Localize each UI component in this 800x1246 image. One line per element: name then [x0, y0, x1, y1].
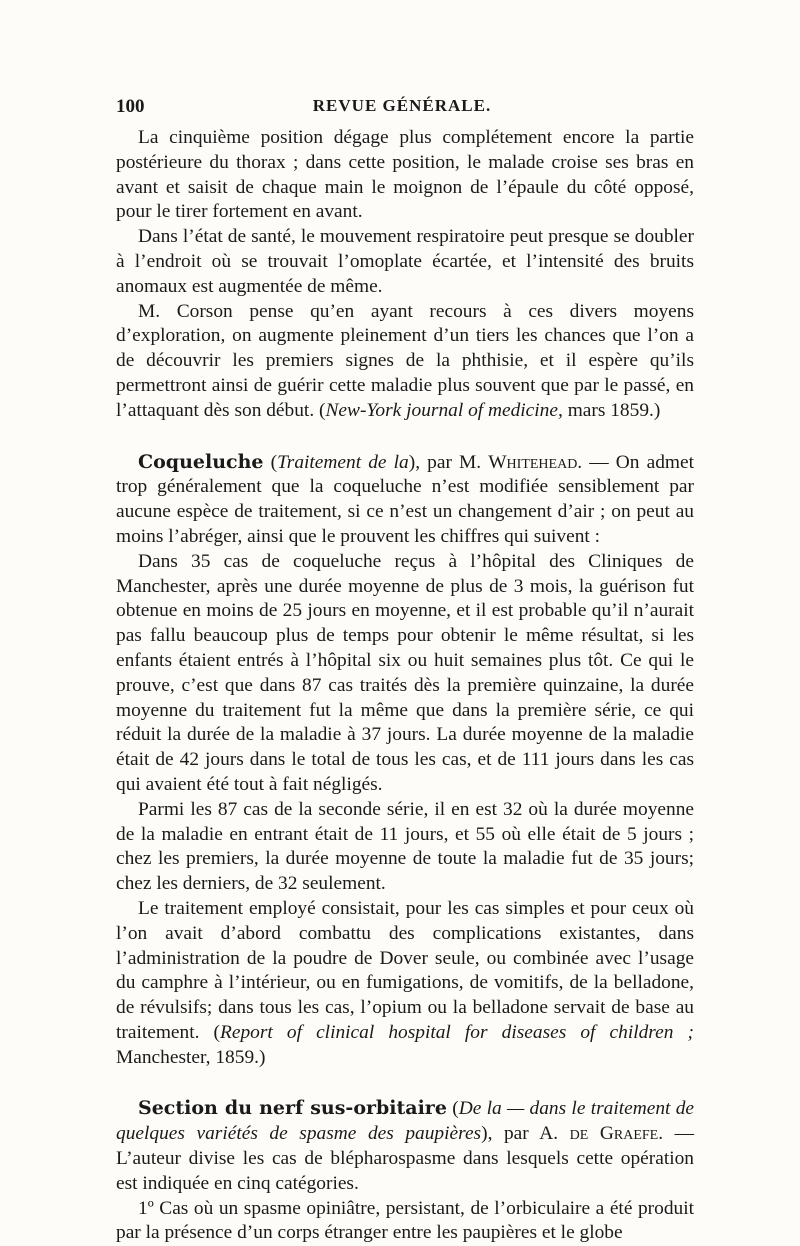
heading-subtitle: De la — dans le traitement de quelques variétés de spasme des paupières — [116, 1098, 695, 1145]
author-name: Whitehead. — [488, 451, 583, 473]
heading-subtitle: Traitement de la — [277, 451, 409, 473]
paren-open: ( — [446, 1098, 459, 1120]
paragraph: Parmi les 87 cas de la seconde série, il en est 32 où la durée moyenne de la maladie en entrant était de 11 jours, et 55 où elle était de 5 jours ; chez les premiers, la durée moyenne de toute la maladie fut de 35 jours; chez les derniers, de 32 seulement. — [116, 798, 694, 895]
heading-byline: ), par M. — [408, 451, 489, 473]
coqueluche-intro — [116, 450, 694, 550]
section-heading-nerf: Section du nerf sus-orbitaire — [138, 1097, 447, 1120]
paren-open: ( — [263, 451, 278, 473]
article-body — [116, 126, 694, 1246]
running-title: REVUE GÉNÉRALE. — [312, 96, 492, 115]
paragraph: Dans l’état de santé, le mouvement respiratoire peut presque se doubler à l’endroit où se trouvait l’omoplate écartée, et l’intensité des bruits anomaux est augmentée de même. — [116, 226, 694, 297]
page-number: 100 — [116, 96, 145, 117]
paragraph-text: Le traitement employé consistait, pour les cas simples et pour ceux où l’on avait d’abord combattu des complications existantes, dans l’administration de la poudre de Dover seule, ou combinée avec l’usage du camphre à l’intérieur, ou en fumigations, de vomitifs, de la belladone, de révulsifs; dans tous les cas, l’opium ou la belladone servait de base au traitement. ( — [116, 897, 694, 1043]
source-citation: New-York journal of medicine, — [325, 399, 563, 421]
citation-date: mars 1859.) — [562, 399, 661, 421]
section-heading-coqueluche: Coqueluche — [138, 450, 264, 473]
paragraph-text: — L’auteur divise les cas de blépharospasme dans lesquels cette opération est indiquée en cinq catégories. — [116, 1123, 695, 1194]
paragraph: La cinquième position dégage plus complétement encore la partie postérieure du thorax ; dans cette position, le malade croise ses bras en avant et saisit de chaque main le moignon de l’épaule du côté opposé, pour le tirer fortement en avant. — [116, 127, 694, 223]
source-citation: Report of clinical hospital for diseases of children ; — [220, 1021, 694, 1043]
paragraph: 1º Cas où un spasme opiniâtre, persistant, de l’orbiculaire a été produit par la présence d’un corps étranger entre les paupières et le globe — [116, 1197, 694, 1244]
author-name: de Graefe. — [569, 1123, 664, 1145]
paragraph: Dans 35 cas de coqueluche reçus à l’hôpital des Cliniques de Manchester, après une durée moyenne de plus de 3 mois, la guérison fut obtenue en moins de 25 jours en moyenne, et il est probable qu’il n’aurait pas fallu beaucoup plus de temps pour obtenir le même résultat, si les enfants étaient entrés à l’hôpital six ou huit semaines plus tôt. Ce qui le prouve, c’est que dans 87 cas traités dès la première quinzaine, la durée moyenne du traitement fut la même que dans la première série, ce qui réduit la durée de la maladie à 37 jours. La durée moyenne de la maladie était de 42 jours dans le total de tous les cas, et de 111 jours dans les cas qui avaient été tout à fait négligés. — [116, 550, 694, 795]
paragraph-corson — [116, 300, 694, 424]
paragraph-text: M. Corson pense qu’en ayant recours à ces divers moyens d’exploration, on augmente pleinement d’un tiers les chances que l’on a de découvrir les premiers signes de la phthisie, et il espère qu’ils permettront ainsi de guérir cette maladie plus souvent que par le passé, en l’attaquant dès son début. ( — [116, 300, 694, 421]
heading-byline: ), par A. — [481, 1123, 570, 1145]
citation-date: Manchester, 1859.) — [116, 1046, 266, 1068]
paragraph-text: — On admet trop généralement que la coqueluche n’est modifiée sensiblement par aucune espèce de traitement, si ce n’est un changement d’air ; on peut au moins l’abréger, ainsi que le prouvent les chiffres qui suivent : — [116, 451, 694, 547]
paragraph-treatment — [116, 897, 694, 1071]
section-intro — [116, 1096, 694, 1196]
